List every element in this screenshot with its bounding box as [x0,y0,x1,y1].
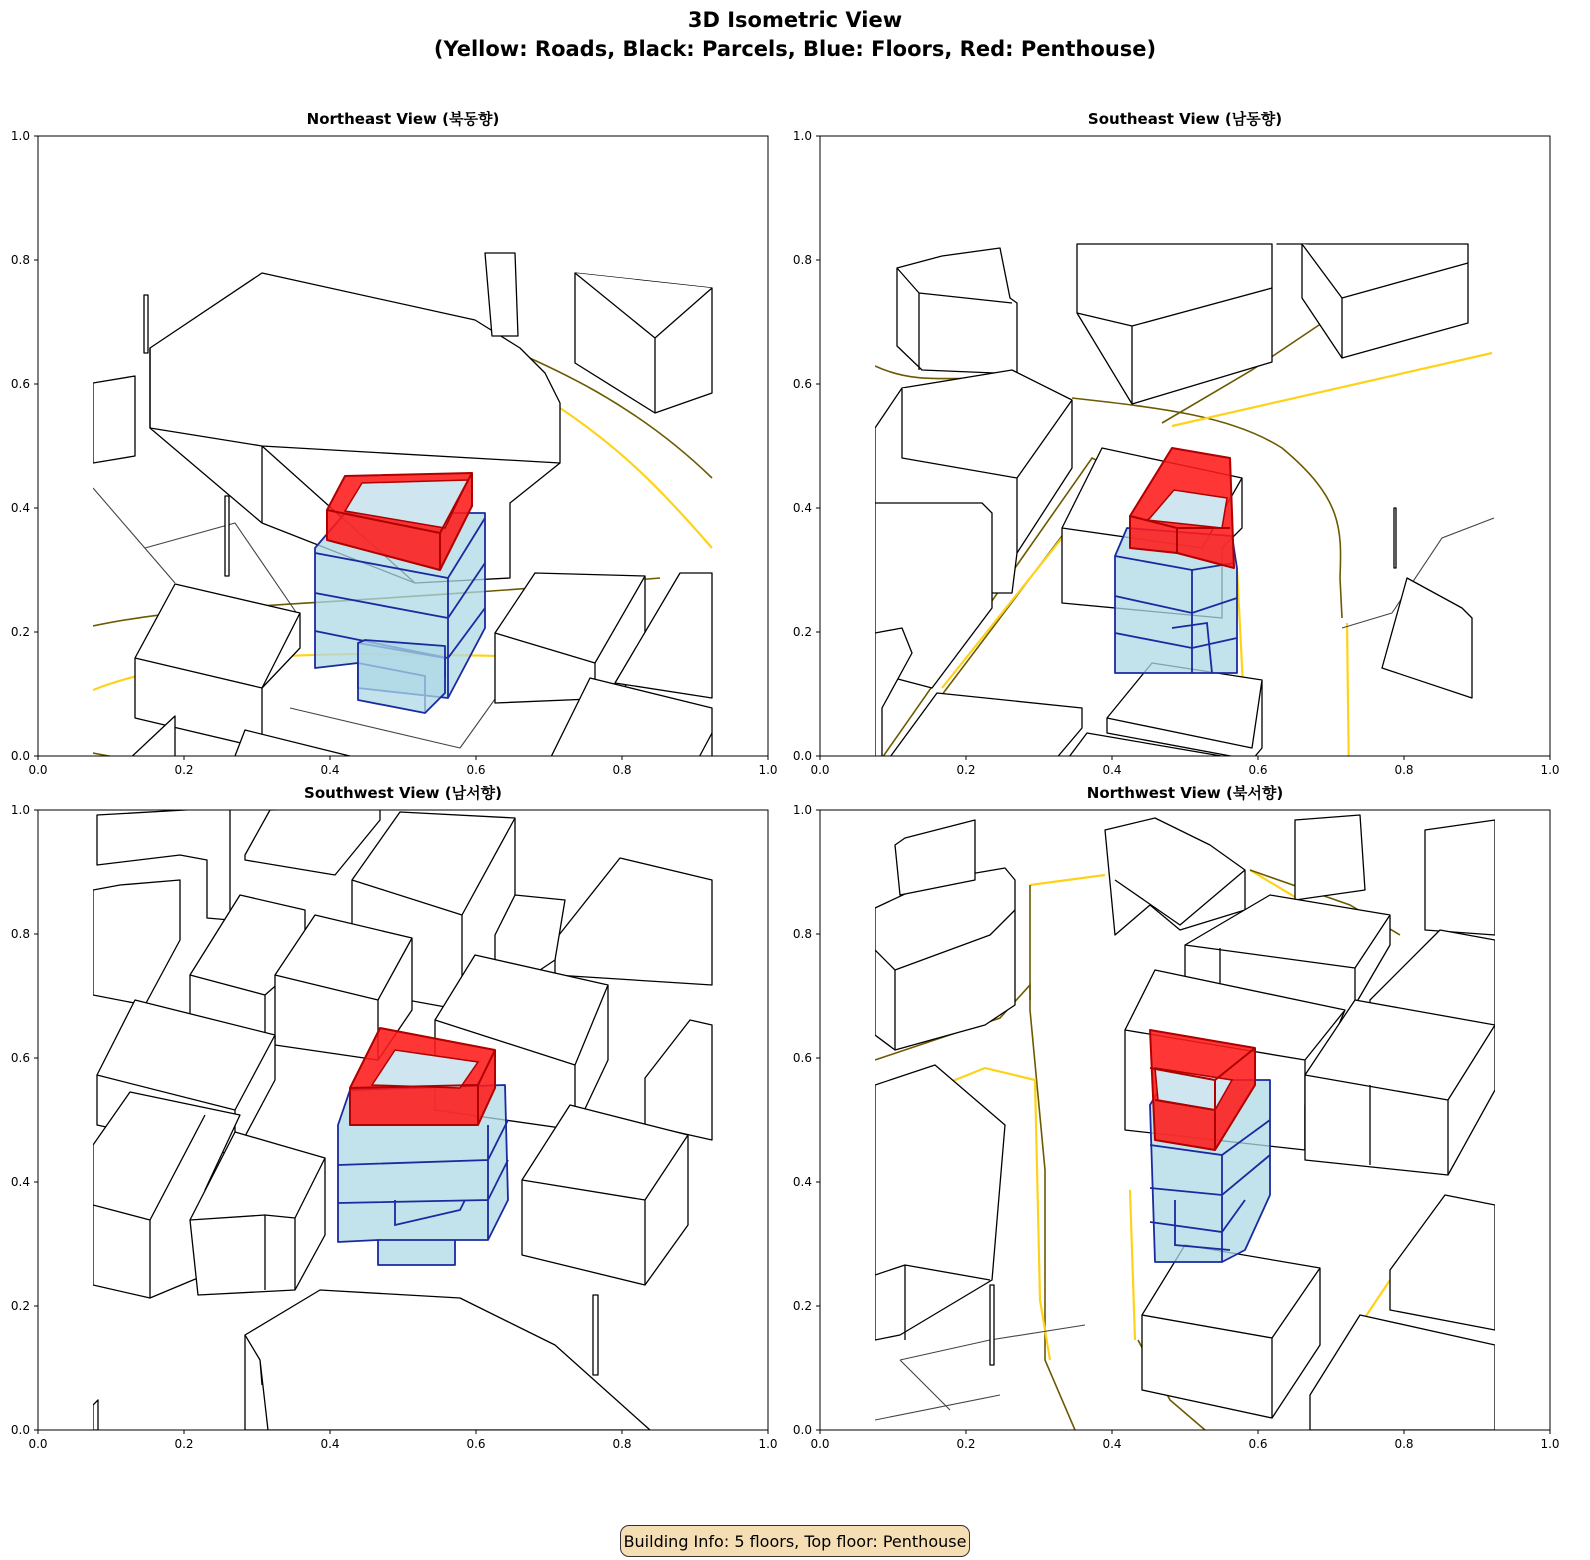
y-tick-label: 0.6 [10,377,30,391]
building [1394,508,1396,568]
building [225,496,229,576]
building [93,1400,98,1430]
building-info-box: Building Info: 5 floors, Top floor: Penthouse [620,1525,970,1557]
building [144,295,148,353]
x-tick-label: 0.6 [466,1437,486,1451]
y-tick-label: 0.4 [792,1175,812,1189]
panel-title: Southwest View (남서향) [304,784,502,802]
y-tick-label: 1.0 [10,803,30,817]
panel-title: Northwest View (북서향) [1086,784,1284,802]
road [560,408,712,548]
y-tick-label: 0.0 [792,1423,812,1437]
y-tick-label: 0.6 [792,377,812,391]
y-tick-label: 0.6 [792,1051,812,1065]
y-tick-label: 0.6 [10,1051,30,1065]
building [245,808,380,875]
x-tick-label: 0.8 [612,1437,632,1451]
x-tick-label: 0.2 [956,763,976,777]
x-tick-label: 0.8 [1394,763,1414,777]
panel-southeast [782,108,1562,808]
building [522,1105,688,1285]
parcel-line [875,1325,1085,1420]
x-tick-label: 0.0 [28,763,48,777]
y-tick-label: 1.0 [792,129,812,143]
floor-annex [358,640,445,713]
building [645,1020,712,1140]
x-tick-label: 0.4 [1102,763,1122,777]
panel-southwest [0,782,780,1482]
y-tick-label: 0.0 [792,749,812,763]
building [1142,1245,1320,1418]
y-tick-label: 0.4 [792,501,812,515]
x-tick-label: 0.0 [28,1437,48,1451]
y-tick-label: 0.8 [10,927,30,941]
building [1077,244,1272,404]
road [1030,875,1105,885]
building [1310,1315,1495,1430]
figure-title-line2: (Yellow: Roads, Black: Parcels, Blue: Floors, Red: Penthouse) [433,37,1157,61]
x-tick-label: 1.0 [1540,1437,1560,1451]
x-tick-label: 0.4 [320,1437,340,1451]
panel-plot [782,782,1562,1482]
y-tick-label: 0.2 [792,1299,812,1313]
x-tick-label: 1.0 [758,1437,778,1451]
y-tick-label: 0.0 [10,1423,30,1437]
x-tick-label: 1.0 [1540,763,1560,777]
x-tick-label: 0.2 [956,1437,976,1451]
y-tick-label: 1.0 [10,129,30,143]
x-tick-label: 0.2 [174,763,194,777]
x-tick-label: 0.2 [174,1437,194,1451]
building [1295,815,1365,900]
road [1130,1190,1135,1340]
scene-northwest [875,815,1495,1430]
building [93,376,135,463]
y-tick-label: 0.8 [792,253,812,267]
y-tick-label: 0.4 [10,501,30,515]
building [555,858,712,985]
building [1382,578,1472,698]
y-tick-label: 0.8 [10,253,30,267]
panel-title: Northeast View (북동향) [306,110,500,128]
x-tick-label: 0.6 [1248,763,1268,777]
x-tick-label: 0.8 [612,763,632,777]
y-tick-label: 0.8 [792,927,812,941]
building [485,253,518,336]
panel-plot [0,782,780,1482]
figure-title [0,6,1590,64]
x-tick-label: 0.8 [1394,1437,1414,1451]
y-tick-label: 0.0 [10,749,30,763]
building [875,1065,1005,1340]
figure-title-line1: 3D Isometric View [687,8,903,32]
building [897,248,1017,376]
panel-northwest [782,782,1562,1482]
x-tick-label: 0.0 [810,763,830,777]
y-tick-label: 0.2 [10,1299,30,1313]
panel-plot [0,108,780,808]
building [990,1285,994,1365]
panel-northeast [0,108,780,808]
y-tick-label: 0.2 [10,625,30,639]
x-tick-label: 0.4 [320,763,340,777]
y-tick-label: 0.4 [10,1175,30,1189]
building [93,880,180,1005]
x-tick-label: 0.0 [810,1437,830,1451]
building [593,1295,598,1375]
x-tick-label: 0.6 [466,763,486,777]
x-tick-label: 1.0 [758,763,778,777]
building [1425,820,1495,935]
y-tick-label: 0.2 [792,625,812,639]
panel-title: Southeast View (남동향) [1087,110,1283,128]
building [1390,1195,1495,1330]
scene-clip [875,815,1495,1430]
x-tick-label: 0.6 [1248,1437,1268,1451]
building [245,1290,650,1430]
y-tick-label: 1.0 [792,803,812,817]
x-tick-label: 0.4 [1102,1437,1122,1451]
panel-plot [782,108,1562,808]
